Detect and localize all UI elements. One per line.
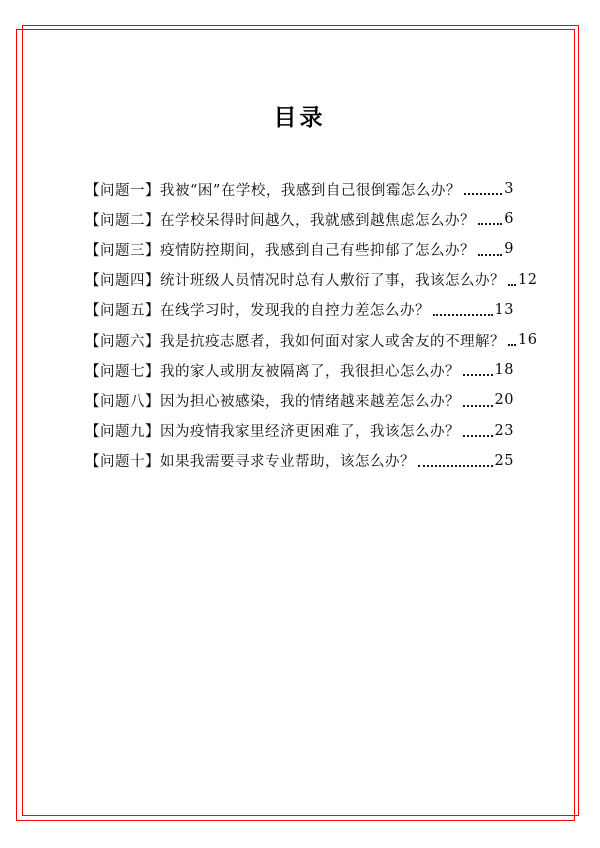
toc-entry-page-number: 16 bbox=[518, 332, 538, 349]
toc-entry-label[interactable]: 【问题十】如果我需要寻求专业帮助，该怎么办？ bbox=[85, 454, 415, 471]
toc-entry[interactable] bbox=[85, 446, 514, 476]
toc-dot-leader bbox=[433, 314, 493, 316]
toc-entry[interactable] bbox=[85, 234, 514, 264]
toc-entry[interactable] bbox=[85, 416, 514, 446]
toc-entry-page-number: 12 bbox=[518, 271, 538, 288]
toc-entry-label[interactable]: 【问题七】我的家人或朋友被隔离了，我很担心怎么办？ bbox=[85, 363, 460, 380]
toc-entry-page-number: 18 bbox=[494, 362, 514, 379]
toc-dot-leader bbox=[478, 223, 502, 225]
toc-entry[interactable] bbox=[85, 174, 514, 204]
page-content bbox=[85, 103, 538, 476]
toc-entry-page-number: 23 bbox=[494, 422, 514, 439]
toc-entry-page-number: 3 bbox=[504, 181, 514, 198]
toc-entry-label[interactable]: 【问题四】统计班级人员情况时总有人敷衍了事，我该怎么办？ bbox=[85, 273, 505, 290]
toc-entry-label[interactable]: 【问题二】在学校呆得时间越久，我就感到越焦虑怎么办？ bbox=[85, 212, 475, 229]
toc-dot-leader bbox=[478, 254, 502, 256]
toc-entry-label[interactable]: 【问题九】因为疫情我家里经济更困难了，我该怎么办？ bbox=[85, 424, 460, 441]
toc-entry-page-number: 13 bbox=[494, 301, 514, 318]
toc-dot-leader bbox=[464, 193, 502, 195]
toc-dot-leader bbox=[508, 344, 516, 346]
toc-entry-label[interactable]: 【问题八】因为担心被感染，我的情绪越来越差怎么办？ bbox=[85, 393, 460, 410]
toc-dot-leader bbox=[508, 284, 516, 286]
toc-entry[interactable] bbox=[85, 265, 538, 295]
toc-entry-page-number: 9 bbox=[504, 241, 514, 258]
toc-entry-label[interactable]: 【问题三】疫情防控期间，我感到自己有些抑郁了怎么办？ bbox=[85, 242, 475, 259]
toc-entry-label[interactable]: 【问题六】我是抗疫志愿者，我如何面对家人或舍友的不理解？ bbox=[85, 333, 505, 350]
toc-entry-page-number: 20 bbox=[494, 392, 514, 409]
toc-entry-page-number: 6 bbox=[504, 211, 514, 228]
toc-list bbox=[85, 174, 538, 476]
toc-entry-page-number: 25 bbox=[494, 452, 514, 469]
toc-dot-leader bbox=[463, 405, 493, 407]
toc-entry[interactable] bbox=[85, 295, 514, 325]
toc-dot-leader bbox=[463, 435, 493, 437]
toc-dot-leader bbox=[418, 465, 493, 467]
toc-dot-leader bbox=[463, 374, 493, 376]
toc-entry[interactable] bbox=[85, 355, 514, 385]
toc-entry-label[interactable]: 【问题五】在线学习时，发现我的自控力差怎么办？ bbox=[85, 303, 430, 320]
toc-entry[interactable] bbox=[85, 385, 514, 415]
toc-entry-label[interactable]: 【问题一】我被“困”在学校，我感到自己很倒霉怎么办？ bbox=[85, 182, 461, 199]
toc-entry[interactable] bbox=[85, 325, 538, 355]
page-title: 目录 bbox=[273, 104, 326, 131]
toc-entry[interactable] bbox=[85, 204, 514, 234]
